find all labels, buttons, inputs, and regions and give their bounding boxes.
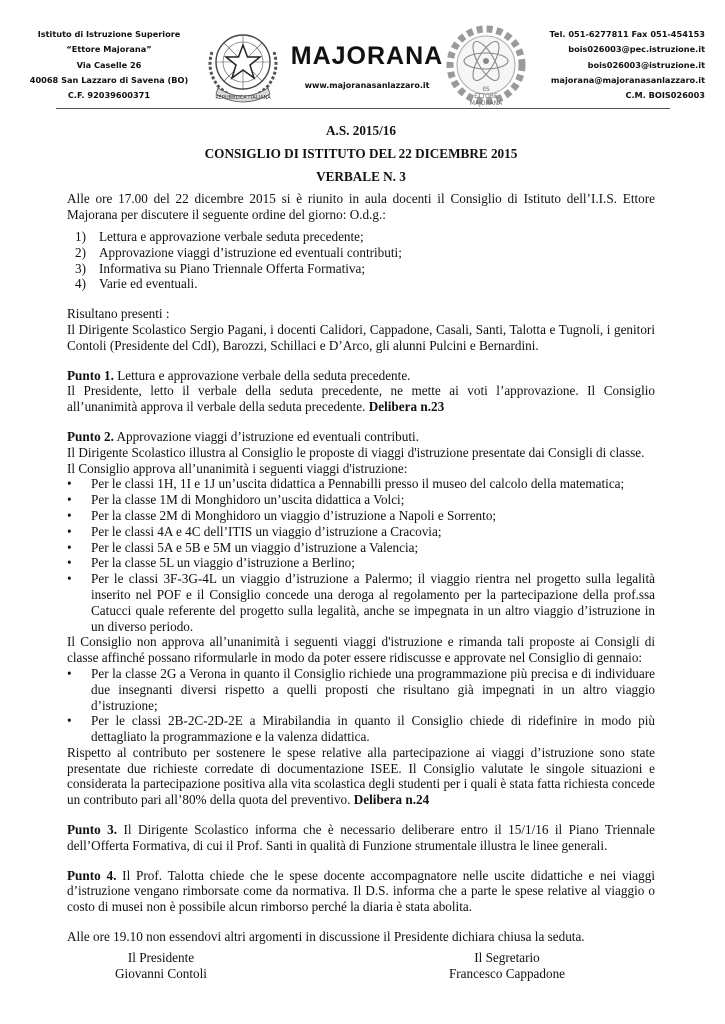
punto-2-line: Il Consiglio approva all’unanimità i seguenti viaggi d'istruzione: xyxy=(67,460,408,476)
logo-text: MAJORANA xyxy=(469,100,503,107)
president-role: Il Presidente xyxy=(127,949,195,965)
email-link[interactable]: bois026003@istruzione.it xyxy=(587,59,705,70)
contribution-text: Rispetto al contributo per sostenere le spese relative alla partecipazione ai viaggi d’istruzione sono state presentate due richieste corredate di documentazione ISEE. Il Consiglio valutate le singole situazioni e considerata la partecipazione positiva alla vita scolastica degli studenti per i quali è stata fatta richiesta concede un contributo pari all’80% della quota del preventivo. xyxy=(67,744,655,808)
agenda-text: Approvazione viaggi d’istruzione ed eventuali contributi; xyxy=(99,244,402,260)
address-line: Istituto di Istruzione Superiore xyxy=(37,29,181,39)
trip-text: Per le classi 1H, 1I e 1J un’uscita didattica a Pennabilli presso il museo del calcolo della matematica; xyxy=(91,476,625,492)
trip-text: Per la classe 2M di Monghidoro un viaggio d’istruzione a Napoli e Sorrento; xyxy=(91,507,497,523)
address-line: C.F. 92039600371 xyxy=(67,90,151,101)
secretary-role: Il Segretario xyxy=(474,949,540,965)
attendees-section xyxy=(67,306,655,353)
attendees-text: Il Dirigente Scolastico Sergio Pagani, i docenti Calidori, Cappadone, Casali, Santi, Talotta e Tugnoli, i genitori Contoli (Presidente del CdI), Barozzi, Schillaci e D’Arco, gli alunni Pulcini e Bernardini. xyxy=(67,321,655,353)
punto-1-heading: Lettura e approvazione verbale della seduta precedente. xyxy=(113,367,411,383)
pec-email-link[interactable]: bois026003@pec.istruzione.it xyxy=(568,44,705,55)
punto-2-section xyxy=(67,429,655,808)
logo-text: IIS xyxy=(482,86,490,93)
bullet-icon: • xyxy=(67,571,72,587)
school-code-line: C.M. BOIS026003 xyxy=(625,90,705,101)
school-year: A.S. 2015/16 xyxy=(326,123,396,138)
punto-3-label: Punto 3. xyxy=(67,822,118,838)
president-name: Giovanni Contoli xyxy=(115,965,207,981)
president-signature xyxy=(101,950,221,982)
address-line: “Ettore Majorana” xyxy=(66,44,152,55)
address-line: 40068 San Lazzaro di Savena (BO) xyxy=(29,74,189,85)
agenda-text: Informativa su Piano Triennale Offerta Formativa; xyxy=(99,260,366,276)
punto-3-section xyxy=(67,822,655,854)
minutes-document xyxy=(67,123,655,984)
punto-2-heading: Approvazione viaggi d’istruzione ed eventuali contributi. xyxy=(113,428,419,444)
logo-text: ETTORE xyxy=(474,93,498,100)
approved-trip-item xyxy=(67,476,655,492)
address-line: Via Caselle 26 xyxy=(76,59,142,70)
trip-text: Per la classe 1M di Monghidoro un’uscita didattica a Volci; xyxy=(91,492,405,508)
agenda-number: 4) xyxy=(75,276,86,292)
delibera-24: Delibera n.24 xyxy=(353,792,430,808)
brand-title: MAJORANA xyxy=(290,42,444,70)
emblem-ribbon-text: REPUBBLICA ITALIANA xyxy=(215,95,271,101)
trip-text: Per la classe 5L un viaggio d’istruzione a Berlino; xyxy=(91,555,355,571)
bullet-icon: • xyxy=(67,713,72,729)
agenda-list xyxy=(67,229,655,292)
agenda-number: 2) xyxy=(75,244,86,260)
approved-trip-item xyxy=(67,492,655,508)
agenda-item xyxy=(67,245,655,261)
bullet-icon: • xyxy=(67,523,72,539)
agenda-text: Lettura e approvazione verbale seduta precedente; xyxy=(99,228,364,244)
bullet-icon: • xyxy=(67,555,72,571)
closing-statement: Alle ore 19.10 non essendovi altri argomenti in discussione il Presidente dichiara chiusa la seduta. xyxy=(67,929,585,945)
approved-trip-item xyxy=(67,555,655,571)
punto-1-section xyxy=(67,368,655,415)
letterhead xyxy=(20,20,705,105)
trip-text: Per le classi 2B-2C-2D-2E a Mirabilandia in quanto il Consiglio chiede di ridefinire in modo più dettagliato la programmazione e la valenza didattica. xyxy=(91,713,655,745)
header-divider xyxy=(56,108,670,109)
approved-trip-item xyxy=(67,524,655,540)
approved-trip-item xyxy=(67,540,655,556)
punto-4-section xyxy=(67,868,655,915)
bullet-icon: • xyxy=(67,476,72,492)
school-address-block xyxy=(20,27,198,103)
agenda-item xyxy=(67,261,655,277)
approved-trip-item xyxy=(67,571,655,634)
punto-4-label: Punto 4. xyxy=(67,867,117,883)
punto-3-body: Il Dirigente Scolastico informa che è necessario deliberare entro il 15/1/16 il Piano Triennale dell’Offerta Formativa, di cui il Prof. Santi in qualità di Funzione strumentale illustra le linee generali. xyxy=(67,822,655,853)
secretary-signature xyxy=(437,950,577,982)
agenda-number: 3) xyxy=(75,260,86,276)
delibera-23: Delibera n.23 xyxy=(368,399,445,415)
agenda-item xyxy=(67,276,655,292)
punto-1-label: Punto 1. xyxy=(67,367,114,383)
minutes-number: VERBALE N. 3 xyxy=(316,168,406,184)
not-approved-intro: Il Consiglio non approva all’unanimità i seguenti viaggi d'istruzione e rimanda tali proposte ai Consigli di classe affinché possano riformularle in modo da poter essere ridiscusse e approvate nel Consiglio di gennaio: xyxy=(67,634,655,666)
trip-text: Per le classi 3F-3G-4L un viaggio d’istruzione a Palermo; il viaggio rientra nel progetto sulla legalità inserito nel POF e il Consiglio concede una deroga al regolamento per la partecipazione della prof.ssa Catucci quale referente del progetto sulla legalità, anche se impegnata in un altro viaggio d’istruzione in un diverso periodo. xyxy=(91,571,655,634)
bullet-icon: • xyxy=(67,539,72,555)
trip-text: Per la classe 2G a Verona in quanto il Consiglio richiede una programmazione più precisa e di individuare due insegnanti diversi rispetto a quelli proposti che risultano già impegnati in un altro viaggio d’istruzione; xyxy=(91,665,655,713)
phone-fax-line: Tel. 051-6277811 Fax 051-454153 xyxy=(549,29,705,39)
bullet-icon: • xyxy=(67,507,72,523)
signatures xyxy=(67,950,655,984)
rejected-trip-item xyxy=(67,713,655,745)
italian-republic-emblem-icon xyxy=(200,22,286,108)
bullet-icon: • xyxy=(67,492,72,508)
intro-paragraph: Alle ore 17.00 del 22 dicembre 2015 si è riunito in aula docenti il Consiglio di Istituto dell’I.I.S. Ettore Majorana per discutere il seguente ordine del giorno: O.d.g.: xyxy=(67,191,655,223)
rejected-trip-item xyxy=(67,666,655,713)
document-title: CONSIGLIO DI ISTITUTO DEL 22 DICEMBRE 2015 xyxy=(204,145,518,161)
agenda-number: 1) xyxy=(75,228,86,244)
agenda-text: Varie ed eventuali. xyxy=(99,276,198,292)
secretary-name: Francesco Cappadone xyxy=(448,965,566,981)
approved-trip-item xyxy=(67,508,655,524)
agenda-item xyxy=(67,229,655,245)
website-link[interactable]: www.majoranasanlazzaro.it xyxy=(304,81,430,90)
school-contacts-block xyxy=(490,27,705,103)
punto-2-line: Il Dirigente Scolastico illustra al Consiglio le proposte di viaggi d'istruzione presentate dai Consigli di classe. xyxy=(67,444,645,460)
punto-1-body: Il Presidente, letto il verbale della seduta precedente, ne mette ai voti l’approvazione. Il Consiglio all’unanimità approva il verbale della seduta precedente. xyxy=(67,383,655,415)
punto-2-label: Punto 2. xyxy=(67,428,114,444)
trip-text: Per le classi 4A e 4C dell’ITIS un viaggio d’istruzione a Cracovia; xyxy=(91,523,442,539)
attendees-label: Risultano presenti : xyxy=(67,306,170,322)
trip-text: Per le classi 5A e 5B e 5M un viaggio d’istruzione a Valencia; xyxy=(91,539,419,555)
punto-4-body: Il Prof. Talotta chiede che le spese docente accompagnatore nelle uscite didattiche e nei viaggi d’istruzione vengano rimborsate come da normativa. Il D.S. informa che a parte le spese relative al viaggio o costo di musei non è possibile alcun rimborso perché la diaria è stata abolita. xyxy=(67,867,655,915)
email-link[interactable]: majorana@majoranasanlazzaro.it xyxy=(550,74,705,85)
bullet-icon: • xyxy=(67,665,72,681)
